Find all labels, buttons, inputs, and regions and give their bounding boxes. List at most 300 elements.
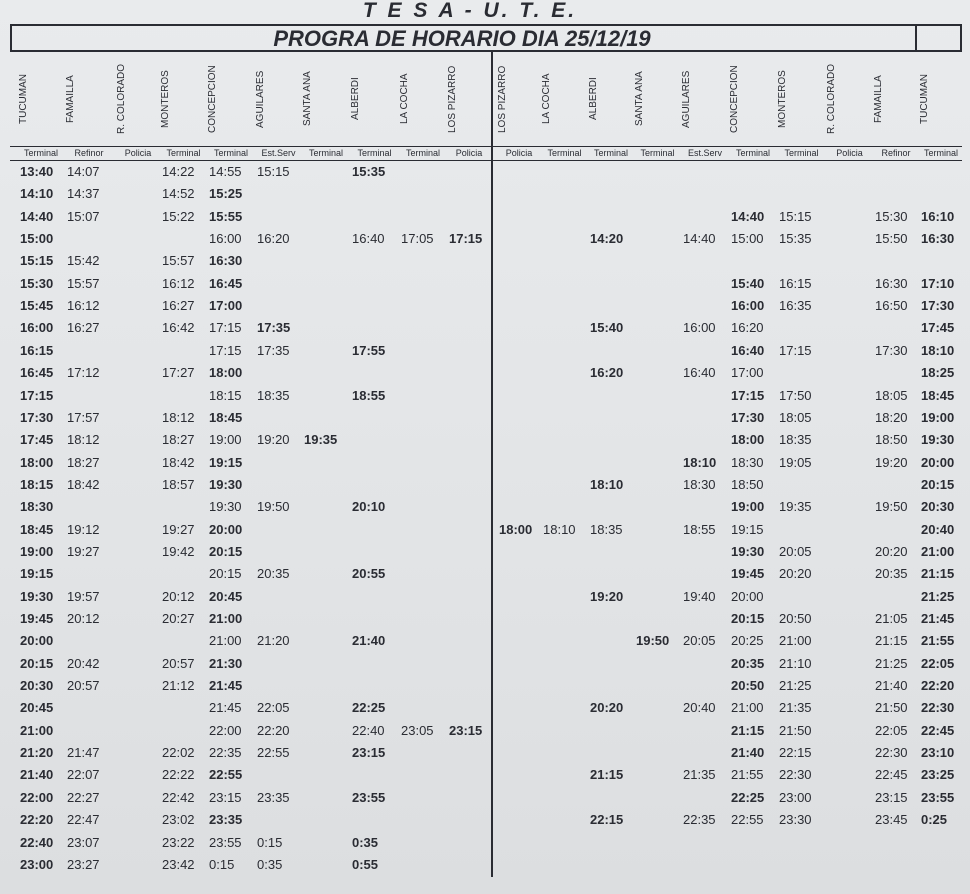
time-cell: 18:15 xyxy=(20,476,54,492)
column-header-stop: Terminal xyxy=(357,148,392,158)
time-cell: 14:07 xyxy=(67,164,100,179)
time-cell: 19:12 xyxy=(67,521,100,537)
time-cell: 18:42 xyxy=(67,476,100,492)
time-cell: 23:07 xyxy=(67,834,100,850)
time-cell: 23:30 xyxy=(779,812,812,828)
time-cell: 21:15 xyxy=(875,633,908,649)
time-cell: 18:45 xyxy=(921,387,955,403)
time-cell: 18:45 xyxy=(20,521,54,537)
time-cell: 21:35 xyxy=(683,767,716,783)
column-header-station: AGUILARES xyxy=(255,70,266,128)
time-cell: 18:55 xyxy=(683,521,716,537)
time-cell: 22:27 xyxy=(67,789,100,805)
time-cell: 18:57 xyxy=(162,476,195,492)
column-header-stop: Terminal xyxy=(735,148,770,158)
time-cell: 15:15 xyxy=(257,164,290,179)
time-cell: 23:25 xyxy=(921,767,955,783)
time-cell: 22:42 xyxy=(162,789,195,805)
column-header-station: LA COCHA xyxy=(541,73,552,125)
time-cell: 20:12 xyxy=(67,611,100,626)
time-cell: 21:20 xyxy=(20,745,54,761)
time-cell: 19:35 xyxy=(304,432,338,448)
time-cell: 19:57 xyxy=(67,588,100,604)
time-cell: 23:10 xyxy=(921,745,955,761)
time-cell: 22:40 xyxy=(20,834,54,850)
time-cell: 20:15 xyxy=(20,655,54,671)
time-cell: 17:50 xyxy=(779,387,812,403)
time-cell: 18:50 xyxy=(731,476,764,492)
time-cell: 16:20 xyxy=(257,231,290,247)
time-cell: 21:45 xyxy=(209,678,243,694)
time-cell: 21:55 xyxy=(921,633,955,649)
time-cell: 20:15 xyxy=(731,611,765,626)
time-cell: 23:02 xyxy=(162,812,195,828)
time-cell: 18:30 xyxy=(731,454,764,470)
time-cell: 0:25 xyxy=(921,812,948,828)
time-cell: 17:45 xyxy=(921,320,955,336)
time-cell: 15:07 xyxy=(67,208,100,224)
time-cell: 16:50 xyxy=(875,298,908,314)
time-cell: 13:40 xyxy=(20,164,54,179)
column-header-station: FAMAILLA xyxy=(65,75,76,123)
time-cell: 18:15 xyxy=(209,387,242,403)
time-cell: 22:30 xyxy=(921,700,955,716)
time-cell: 22:22 xyxy=(162,767,195,783)
time-cell: 22:20 xyxy=(921,678,955,694)
column-header-station: MONTEROS xyxy=(160,70,171,128)
time-cell: 21:55 xyxy=(731,767,764,783)
time-cell: 19:50 xyxy=(257,499,290,515)
column-header-stop: Refinor xyxy=(881,148,911,158)
time-cell: 22:47 xyxy=(67,812,100,828)
time-cell: 20:25 xyxy=(731,633,764,649)
time-cell: 20:50 xyxy=(779,611,812,626)
time-cell: 21:25 xyxy=(875,655,908,671)
time-cell: 22:30 xyxy=(779,767,812,783)
time-cell: 20:12 xyxy=(162,588,195,604)
column-header-station: LOS PIZARRO xyxy=(447,65,458,133)
time-cell: 21:40 xyxy=(352,633,386,649)
title-box xyxy=(10,24,962,52)
time-cell: 19:00 xyxy=(731,499,765,515)
time-cell: 15:35 xyxy=(779,231,812,247)
time-cell: 18:30 xyxy=(683,476,716,492)
time-cell: 16:00 xyxy=(209,231,242,247)
time-cell: 19:30 xyxy=(209,499,242,515)
time-cell: 17:30 xyxy=(731,409,765,425)
time-cell: 20:05 xyxy=(683,633,716,649)
time-cell: 16:45 xyxy=(209,275,243,291)
time-cell: 21:25 xyxy=(779,678,812,694)
time-cell: 15:30 xyxy=(20,275,54,291)
column-header-stop: Terminal xyxy=(405,148,440,158)
time-cell: 18:50 xyxy=(875,432,908,448)
time-cell: 21:50 xyxy=(875,700,908,716)
time-cell: 20:20 xyxy=(875,543,908,559)
time-cell: 14:40 xyxy=(731,208,765,224)
time-cell: 22:30 xyxy=(875,745,908,761)
time-cell: 21:00 xyxy=(921,543,955,559)
time-cell: 21:00 xyxy=(20,722,54,738)
time-cell: 18:05 xyxy=(875,387,908,403)
time-cell: 17:15 xyxy=(731,387,765,403)
time-cell: 22:55 xyxy=(257,745,290,761)
time-cell: 14:55 xyxy=(209,164,242,179)
time-cell: 21:25 xyxy=(921,588,955,604)
time-cell: 17:12 xyxy=(67,365,100,381)
time-cell: 18:12 xyxy=(67,432,100,448)
time-cell: 18:10 xyxy=(590,476,624,492)
column-header-station: LOS PIZARRO xyxy=(497,65,508,133)
column-header-stop: Est.Serv xyxy=(687,148,722,158)
time-cell: 20:55 xyxy=(352,566,386,582)
time-cell: 16:20 xyxy=(590,365,624,381)
time-cell: 22:07 xyxy=(67,767,100,783)
time-cell: 16:12 xyxy=(67,298,100,314)
time-cell: 19:45 xyxy=(20,611,54,626)
column-header-stop: Policia xyxy=(124,148,152,158)
column-header-stop: Terminal xyxy=(923,148,958,158)
time-cell: 16:40 xyxy=(683,365,716,381)
time-cell: 14:40 xyxy=(683,231,716,247)
time-cell: 18:00 xyxy=(209,365,243,381)
time-cell: 17:15 xyxy=(209,342,242,358)
time-cell: 21:47 xyxy=(67,745,100,761)
time-cell: 18:25 xyxy=(921,365,955,381)
time-cell: 20:57 xyxy=(67,678,100,694)
time-cell: 18:00 xyxy=(20,454,54,470)
time-cell: 16:30 xyxy=(875,275,908,291)
time-cell: 23:00 xyxy=(779,789,812,805)
time-cell: 16:27 xyxy=(67,320,100,336)
time-cell: 15:42 xyxy=(67,253,100,269)
column-header-stop: Policia xyxy=(455,148,483,158)
time-cell: 17:15 xyxy=(20,387,54,403)
time-cell: 15:25 xyxy=(209,186,243,202)
time-cell: 20:15 xyxy=(921,476,955,492)
time-cell: 20:00 xyxy=(20,633,54,649)
time-cell: 15:15 xyxy=(779,208,812,224)
time-cell: 19:05 xyxy=(779,454,812,470)
time-cell: 16:00 xyxy=(20,320,54,336)
time-cell: 14:52 xyxy=(162,186,195,202)
time-cell: 18:10 xyxy=(683,454,717,470)
time-cell: 18:10 xyxy=(921,342,955,358)
time-cell: 22:02 xyxy=(162,745,195,761)
time-cell: 15:55 xyxy=(209,208,243,224)
time-cell: 17:45 xyxy=(20,432,54,448)
time-cell: 22:55 xyxy=(731,812,764,828)
column-header-station: CONCEPCION xyxy=(207,65,218,133)
time-cell: 15:00 xyxy=(731,231,764,247)
time-cell: 19:30 xyxy=(921,432,955,448)
column-header-station: TUCUMAN xyxy=(919,74,930,124)
time-cell: 17:00 xyxy=(731,365,764,381)
time-cell: 18:35 xyxy=(257,387,290,403)
time-cell: 20:10 xyxy=(352,499,386,515)
time-cell: 19:50 xyxy=(875,499,908,515)
time-cell: 23:45 xyxy=(875,812,908,828)
time-cell: 21:35 xyxy=(779,700,812,716)
time-cell: 19:27 xyxy=(162,521,195,537)
time-cell: 18:10 xyxy=(543,521,576,537)
time-cell: 16:35 xyxy=(779,298,812,314)
time-cell: 22:45 xyxy=(921,722,955,738)
time-cell: 22:35 xyxy=(209,745,242,761)
time-cell: 17:00 xyxy=(209,298,243,314)
time-cell: 22:00 xyxy=(20,789,54,805)
time-cell: 16:45 xyxy=(20,365,54,381)
column-header-stop: Policia xyxy=(505,148,533,158)
time-cell: 14:22 xyxy=(162,164,195,179)
title-box-divider xyxy=(915,26,917,50)
column-header-station: SANTA ANA xyxy=(302,71,313,127)
time-cell: 20:05 xyxy=(779,543,812,559)
time-cell: 21:15 xyxy=(590,767,624,783)
time-cell: 19:30 xyxy=(20,588,54,604)
time-cell: 20:35 xyxy=(257,566,290,582)
time-cell: 15:22 xyxy=(162,208,195,224)
time-cell: 19:20 xyxy=(875,454,908,470)
time-cell: 21:50 xyxy=(779,722,812,738)
time-cell: 18:05 xyxy=(779,409,812,425)
time-cell: 21:20 xyxy=(257,633,290,649)
time-cell: 17:15 xyxy=(209,320,242,336)
time-cell: 20:00 xyxy=(209,521,243,537)
time-cell: 23:35 xyxy=(209,812,243,828)
column-header-station: SANTA ANA xyxy=(634,71,645,127)
time-cell: 23:22 xyxy=(162,834,195,850)
time-cell: 23:15 xyxy=(209,789,242,805)
time-cell: 20:45 xyxy=(209,588,243,604)
time-cell: 16:00 xyxy=(683,320,716,336)
time-cell: 23:55 xyxy=(209,834,242,850)
column-header-station: FAMAILLA xyxy=(873,75,884,123)
time-cell: 22:40 xyxy=(352,722,385,738)
time-cell: 15:15 xyxy=(20,253,54,269)
time-cell: 0:15 xyxy=(257,834,283,850)
time-cell: 16:42 xyxy=(162,320,195,336)
time-cell: 19:20 xyxy=(590,588,624,604)
column-header-station: ALBERDI xyxy=(350,77,361,121)
time-cell: 15:50 xyxy=(875,231,908,247)
time-cell: 18:42 xyxy=(162,454,195,470)
time-cell: 21:15 xyxy=(731,722,765,738)
time-cell: 20:40 xyxy=(921,521,955,537)
time-cell: 19:35 xyxy=(779,499,812,515)
time-cell: 17:30 xyxy=(20,409,54,425)
column-header-stop: Est.Serv xyxy=(261,148,296,158)
time-cell: 19:27 xyxy=(67,543,100,559)
time-cell: 21:00 xyxy=(731,700,764,716)
time-cell: 18:55 xyxy=(352,387,386,403)
time-cell: 22:05 xyxy=(921,655,955,671)
time-cell: 18:30 xyxy=(20,499,54,515)
time-cell: 20:35 xyxy=(875,566,908,582)
time-cell: 18:45 xyxy=(209,409,243,425)
time-cell: 17:35 xyxy=(257,320,291,336)
time-cell: 14:37 xyxy=(67,186,100,202)
time-cell: 20:57 xyxy=(162,655,195,671)
time-cell: 22:45 xyxy=(875,767,908,783)
column-header-stop: Terminal xyxy=(308,148,343,158)
time-cell: 17:27 xyxy=(162,365,195,381)
time-cell: 22:05 xyxy=(257,700,290,716)
column-header-station: ALBERDI xyxy=(588,77,599,121)
time-cell: 21:00 xyxy=(209,611,243,626)
time-cell: 20:15 xyxy=(209,543,243,559)
time-cell: 17:30 xyxy=(921,298,955,314)
time-cell: 18:00 xyxy=(499,521,533,537)
time-cell: 16:40 xyxy=(731,342,765,358)
time-cell: 15:40 xyxy=(731,275,765,291)
time-cell: 23:15 xyxy=(352,745,386,761)
time-cell: 17:30 xyxy=(875,342,908,358)
column-header-stop: Terminal xyxy=(593,148,628,158)
time-cell: 21:05 xyxy=(875,611,908,626)
time-cell: 14:40 xyxy=(20,208,54,224)
column-header-stop: Terminal xyxy=(166,148,201,158)
time-cell: 19:15 xyxy=(20,566,54,582)
time-cell: 17:15 xyxy=(449,231,483,247)
time-cell: 16:10 xyxy=(921,208,955,224)
direction-divider xyxy=(491,52,493,877)
time-cell: 19:50 xyxy=(636,633,670,649)
time-cell: 21:30 xyxy=(209,655,243,671)
time-cell: 14:20 xyxy=(590,231,624,247)
time-cell: 20:00 xyxy=(731,588,764,604)
time-cell: 19:00 xyxy=(20,543,54,559)
time-cell: 16:12 xyxy=(162,275,195,291)
time-cell: 0:35 xyxy=(352,834,379,850)
time-cell: 20:40 xyxy=(683,700,716,716)
time-cell: 23:55 xyxy=(352,789,386,805)
time-cell: 0:15 xyxy=(209,856,235,872)
time-cell: 23:35 xyxy=(257,789,290,805)
time-cell: 22:55 xyxy=(209,767,243,783)
company-name: T E S A - U. T. E. xyxy=(362,0,578,22)
column-header-stop: Policia xyxy=(836,148,863,158)
column-header-stop: Terminal xyxy=(23,148,58,158)
column-header-station: MONTEROS xyxy=(777,70,788,128)
time-cell: 20:27 xyxy=(162,611,195,626)
time-cell: 18:00 xyxy=(731,432,765,448)
time-cell: 18:27 xyxy=(162,432,195,448)
time-cell: 16:40 xyxy=(352,231,385,247)
time-cell: 16:20 xyxy=(731,320,764,336)
column-header-stop: Terminal xyxy=(213,148,248,158)
time-cell: 20:20 xyxy=(590,700,624,716)
time-cell: 17:15 xyxy=(779,342,812,358)
time-cell: 16:15 xyxy=(779,275,812,291)
time-cell: 18:35 xyxy=(779,432,812,448)
time-cell: 19:15 xyxy=(731,521,764,537)
time-cell: 20:30 xyxy=(921,499,955,515)
time-cell: 23:55 xyxy=(921,789,955,805)
time-cell: 20:45 xyxy=(20,700,54,716)
time-cell: 15:40 xyxy=(590,320,624,336)
time-cell: 16:15 xyxy=(20,342,54,358)
time-cell: 15:00 xyxy=(20,231,54,247)
column-header-stop: Terminal xyxy=(784,148,819,158)
time-cell: 20:20 xyxy=(779,566,812,582)
time-cell: 23:05 xyxy=(401,722,434,738)
time-cell: 22:15 xyxy=(779,745,812,761)
column-header-station: LA COCHA xyxy=(399,73,410,125)
time-cell: 16:27 xyxy=(162,298,195,314)
time-cell: 21:45 xyxy=(921,611,955,626)
time-cell: 17:35 xyxy=(257,342,290,358)
time-cell: 19:40 xyxy=(683,588,716,604)
time-cell: 15:30 xyxy=(875,208,908,224)
column-header-station: AGUILARES xyxy=(681,70,692,128)
time-cell: 16:30 xyxy=(209,253,243,269)
time-cell: 15:35 xyxy=(352,164,386,179)
time-cell: 21:15 xyxy=(921,566,955,582)
time-cell: 23:00 xyxy=(20,856,54,872)
column-header-station: R. COLORADO xyxy=(116,64,127,135)
time-cell: 17:55 xyxy=(352,342,386,358)
time-cell: 18:20 xyxy=(875,409,908,425)
time-cell: 17:57 xyxy=(67,409,100,425)
time-cell: 21:40 xyxy=(875,678,908,694)
time-cell: 19:15 xyxy=(209,454,243,470)
time-cell: 21:10 xyxy=(779,655,812,671)
time-cell: 20:00 xyxy=(921,454,955,470)
time-cell: 19:42 xyxy=(162,543,195,559)
time-cell: 22:05 xyxy=(875,722,908,738)
time-cell: 22:25 xyxy=(352,700,386,716)
time-cell: 17:05 xyxy=(401,231,434,247)
page-title: PROGRA DE HORARIO DIA 25/12/19 xyxy=(273,26,651,51)
time-cell: 21:00 xyxy=(779,633,812,649)
time-cell: 19:30 xyxy=(731,543,765,559)
time-cell: 20:15 xyxy=(209,566,242,582)
time-cell: 23:27 xyxy=(67,856,100,872)
time-cell: 19:00 xyxy=(209,432,242,448)
time-cell: 21:45 xyxy=(209,700,242,716)
time-cell: 19:20 xyxy=(257,432,290,448)
time-cell: 23:42 xyxy=(162,856,195,872)
time-cell: 22:25 xyxy=(731,789,765,805)
column-header-stop: Refinor xyxy=(74,148,104,158)
time-cell: 21:00 xyxy=(209,633,242,649)
column-header-stop: Terminal xyxy=(547,148,582,158)
time-cell: 23:15 xyxy=(449,722,483,738)
time-cell: 22:20 xyxy=(257,722,290,738)
time-cell: 20:42 xyxy=(67,655,100,671)
time-cell: 15:45 xyxy=(20,298,54,314)
time-cell: 20:30 xyxy=(20,678,54,694)
time-cell: 19:30 xyxy=(209,476,243,492)
column-header-station: TUCUMAN xyxy=(18,74,29,124)
time-cell: 19:45 xyxy=(731,566,765,582)
time-cell: 18:12 xyxy=(162,409,195,425)
time-cell: 15:57 xyxy=(67,275,100,291)
column-header-station: R. COLORADO xyxy=(826,64,837,135)
column-header-stop: Terminal xyxy=(640,148,675,158)
time-cell: 19:00 xyxy=(921,409,955,425)
time-cell: 20:35 xyxy=(731,655,765,671)
time-cell: 21:40 xyxy=(20,767,54,783)
time-cell: 16:30 xyxy=(921,231,955,247)
time-cell: 21:12 xyxy=(162,678,195,694)
time-cell: 22:20 xyxy=(20,812,54,828)
subheader-rule xyxy=(10,160,962,161)
time-cell: 21:40 xyxy=(731,745,765,761)
time-cell: 22:15 xyxy=(590,812,624,828)
time-cell: 23:15 xyxy=(875,789,908,805)
